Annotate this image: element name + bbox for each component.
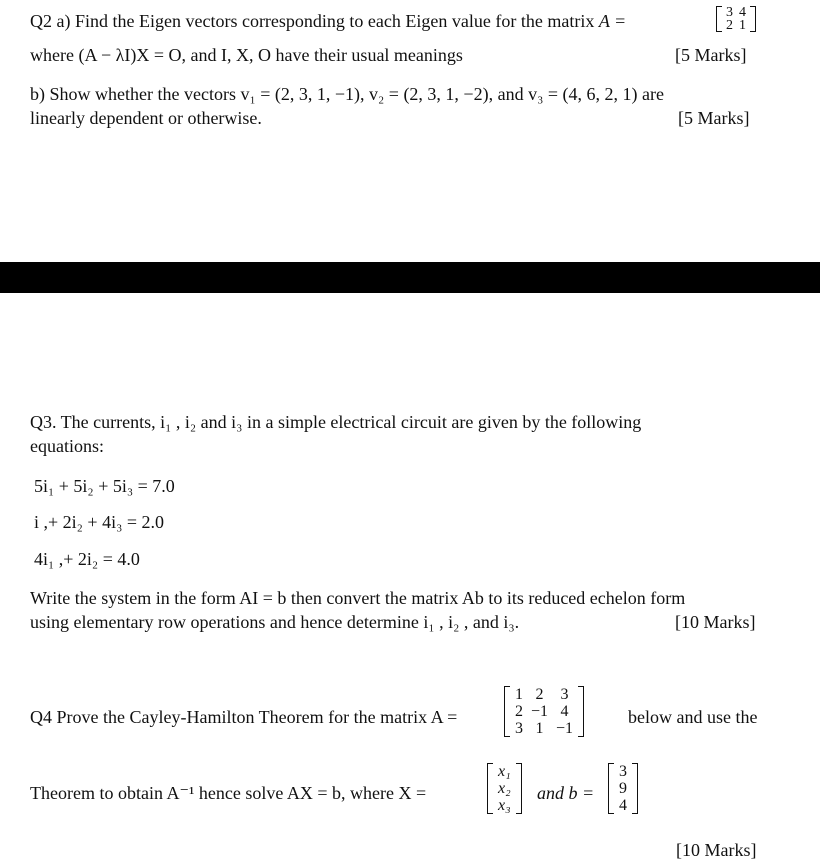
vector-cell: 3 bbox=[619, 763, 627, 780]
matrix-cell: 1 bbox=[515, 686, 523, 703]
q2a-line1 bbox=[30, 11, 626, 32]
q3-marks: [10 Marks] bbox=[675, 612, 756, 632]
vector-cell: x₃ bbox=[498, 797, 511, 814]
q4-line1-pre: Q4 Prove the Cayley-Hamilton Theorem for the matrix A = bbox=[30, 707, 458, 727]
q2a-text: Q2 a) Find the Eigen vectors corresponding to each Eigen value for the matrix bbox=[30, 11, 595, 31]
q2b-line1: b) Show whether the vectors v₁ = (2, 3, 1, −1), v₂ = (2, 3, 1, −2), and v₃ = (4, 6, 2, 1) are bbox=[30, 84, 664, 104]
matrix-cell: 3 bbox=[560, 686, 569, 703]
matrix-cell: 1 bbox=[535, 720, 544, 737]
vector-b bbox=[608, 763, 638, 814]
vector-cell: 9 bbox=[619, 780, 627, 797]
q2a-line2: where (A − λI)X = O, and I, X, O have their usual meanings bbox=[30, 45, 463, 65]
q3-eq3: 4i₁ ,+ 2i₂ = 4.0 bbox=[34, 549, 140, 569]
matrix-cell: −1 bbox=[531, 703, 549, 720]
q3-eq1: 5i₁ + 5i₂ + 5i₃ = 7.0 bbox=[34, 476, 175, 496]
q4-matrix bbox=[504, 686, 584, 737]
q2a-matrix-label: A = bbox=[598, 11, 627, 31]
matrix-cell: 3 bbox=[726, 5, 733, 20]
matrix-cell: 4 bbox=[560, 703, 569, 720]
matrix-cell: 3 bbox=[515, 720, 523, 737]
matrix-cell: 2 bbox=[515, 703, 523, 720]
q2b-line2: linearly dependent or otherwise. bbox=[30, 108, 262, 128]
matrix-a-3x3 bbox=[504, 686, 584, 737]
q3-line1: Q3. The currents, i₁ , i₂ and i₃ in a simple electrical circuit are given by the following bbox=[30, 412, 642, 432]
vector-cell: x₂ bbox=[498, 780, 511, 797]
q4-line1-post: below and use the bbox=[628, 707, 758, 727]
q3-line3: Write the system in the form AI = b then convert the matrix Ab to its reduced echelon form bbox=[30, 588, 686, 608]
q2a-marks: [5 Marks] bbox=[675, 45, 747, 65]
vector-x bbox=[487, 763, 522, 814]
q4-line2-pre: Theorem to obtain A⁻¹ hence solve AX = b, where X = bbox=[30, 783, 427, 803]
matrix-cell: 1 bbox=[739, 18, 746, 33]
matrix-cell: −1 bbox=[556, 720, 574, 737]
q4-x-vector bbox=[487, 763, 522, 814]
q4-b-vector bbox=[608, 763, 638, 814]
matrix-a-2x2 bbox=[716, 6, 756, 32]
q4-line2-mid: and b = bbox=[537, 783, 595, 803]
q3-eq2: i ,+ 2i₂ + 4i₃ = 2.0 bbox=[34, 512, 165, 532]
q3-line4: using elementary row operations and hence determine i₁ , i₂ , and i₃. bbox=[30, 612, 520, 632]
q2b-marks: [5 Marks] bbox=[678, 108, 750, 128]
vector-cell: x₁ bbox=[498, 763, 511, 780]
q2a-matrix bbox=[716, 6, 756, 32]
black-separator-band bbox=[0, 262, 820, 293]
vector-cell: 4 bbox=[619, 797, 627, 814]
matrix-cell: 2 bbox=[726, 18, 733, 33]
matrix-cell: 2 bbox=[535, 686, 544, 703]
q3-line2: equations: bbox=[30, 436, 104, 456]
matrix-cell: 4 bbox=[739, 5, 746, 20]
q4-marks: [10 Marks] bbox=[676, 840, 757, 860]
